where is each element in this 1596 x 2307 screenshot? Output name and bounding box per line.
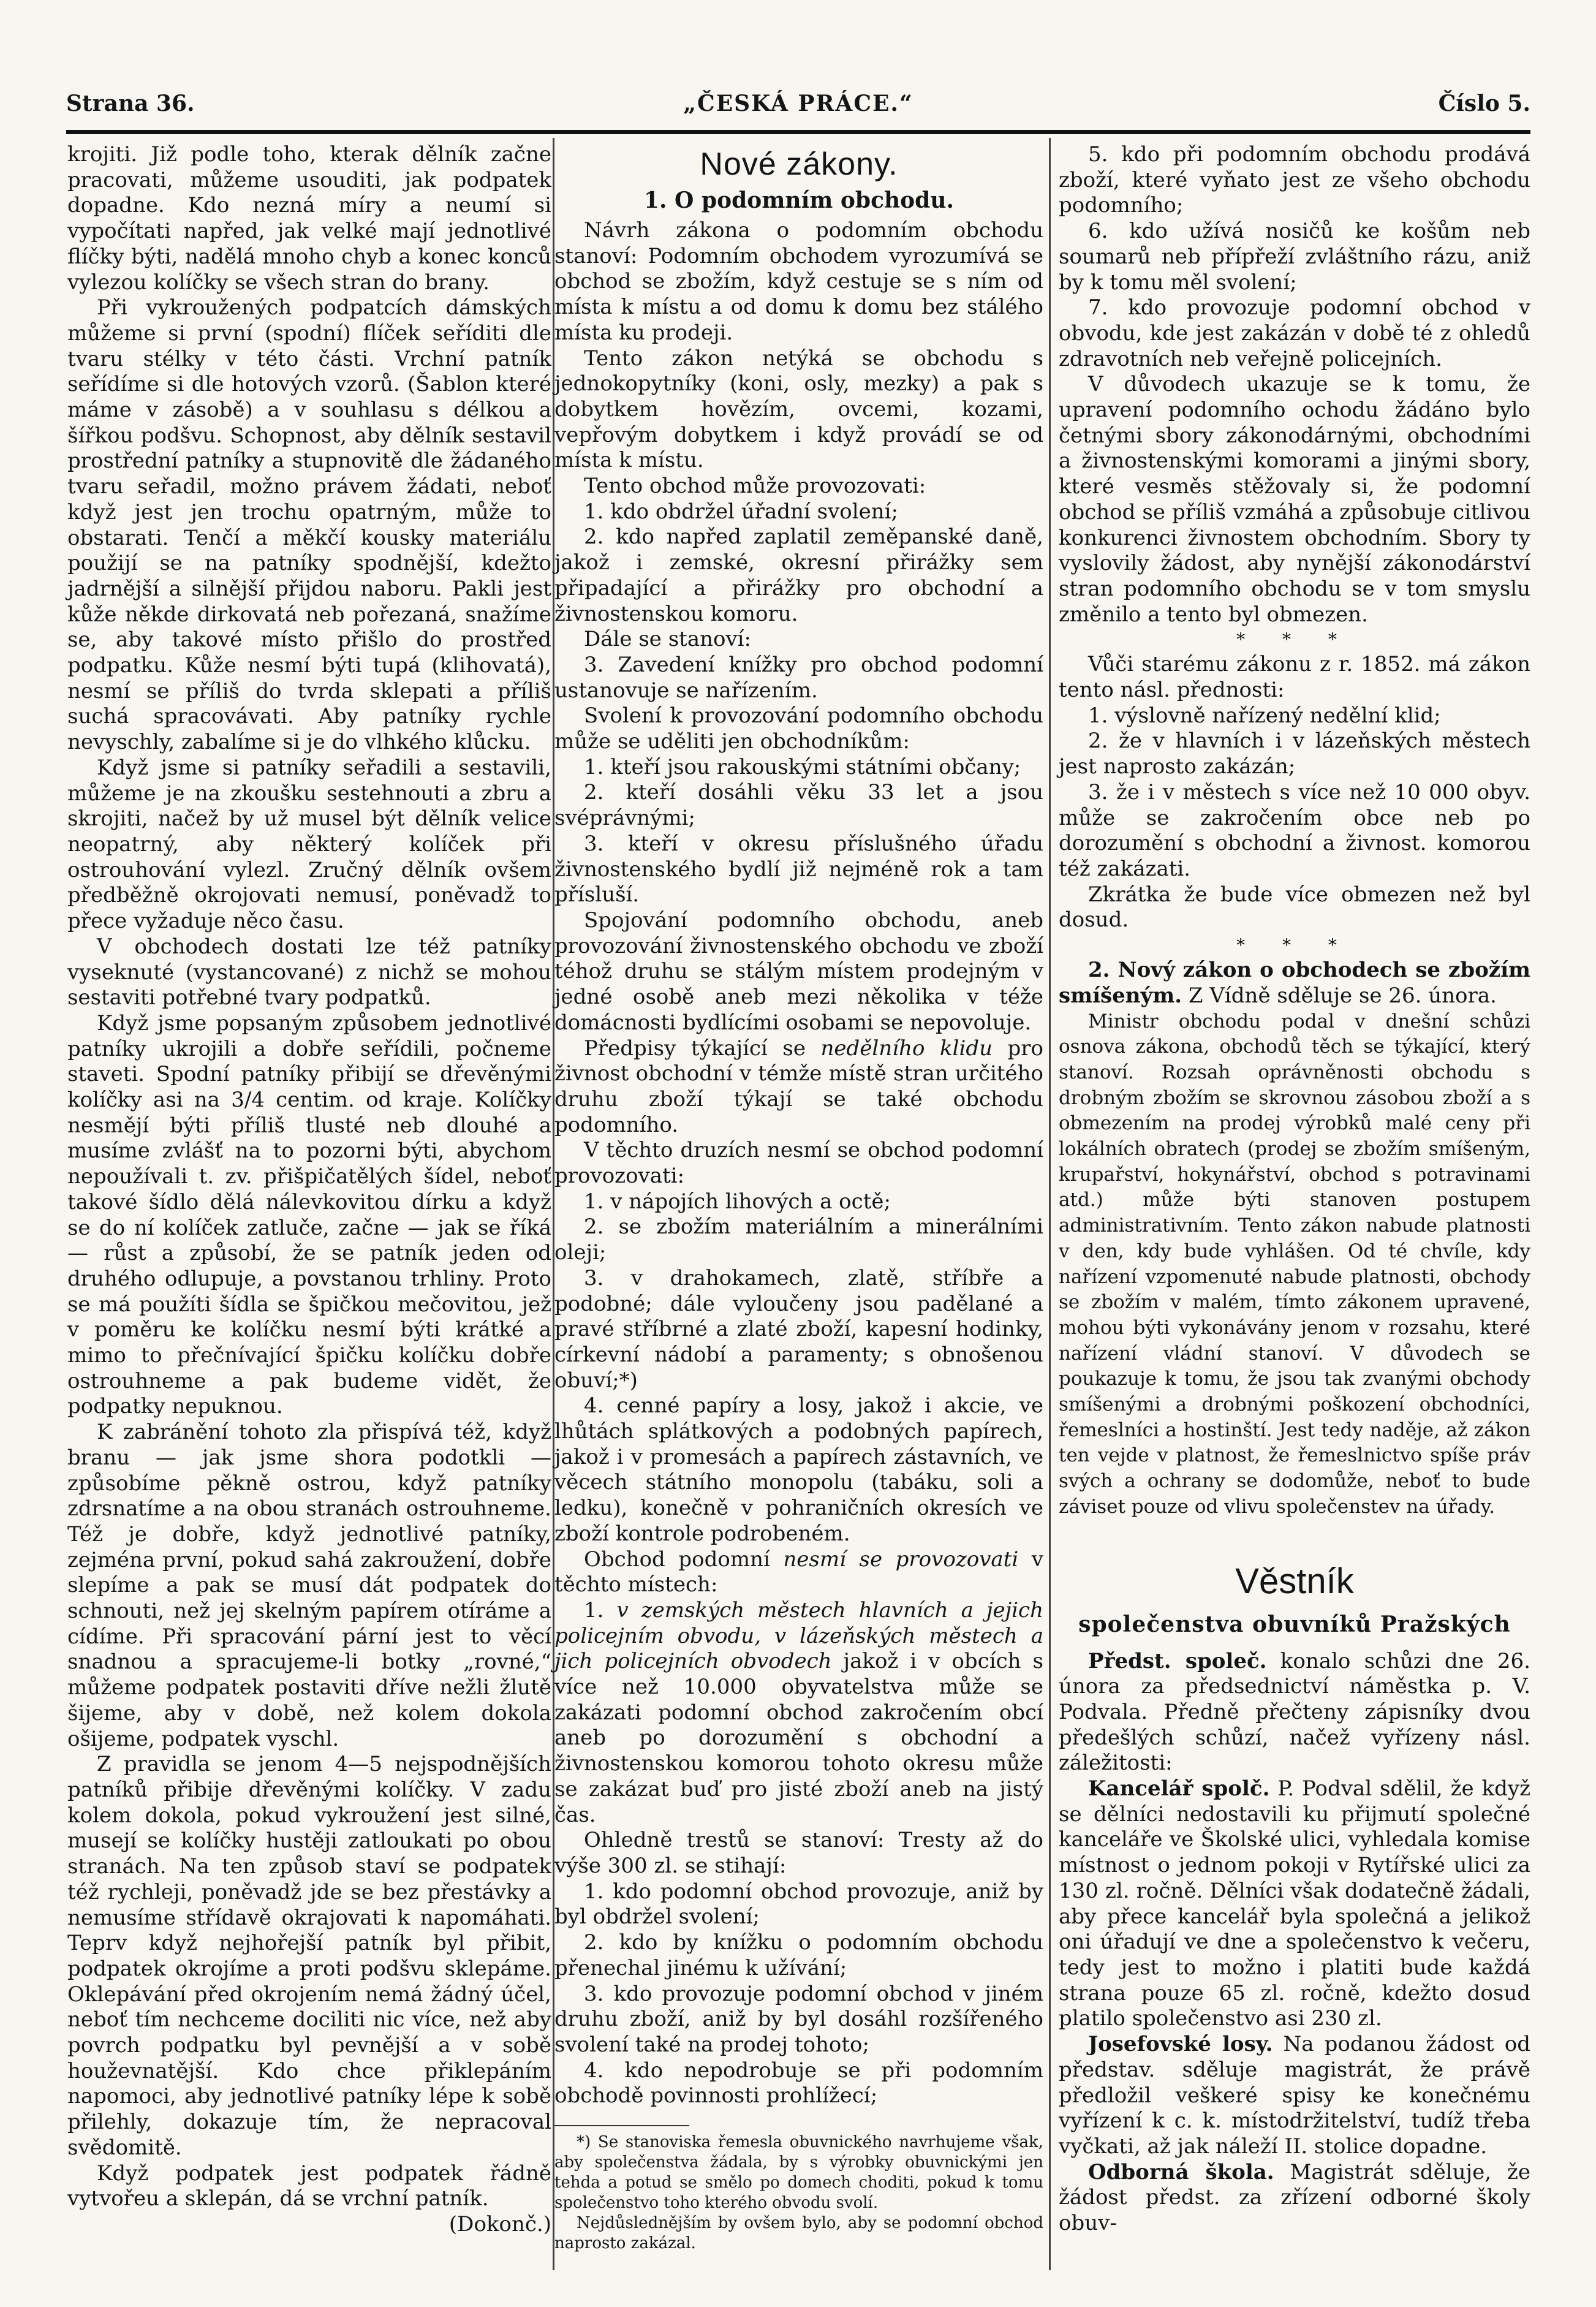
paragraph: Ministr obchodu podal v dnešní schůzi osnova zákona, obchodů těch se týkající, který stanoví. Rozsah oprávněnosti obchodu s drobným zbožím se skrovnou zásobou zboží a s obmezením na prodej výrobků malé ceny při lokálních obratech (prodej se zbožím smíšeným, krupařství, hokynářství, obchod s potravinami atd.) může býti stanoven postupem administrativním. Tento zákon nabude platnosti v den, kdy bude vyhlášen. Od té chvíle, kdy nařízení vzpomenuté nabude platnosti, obchody se zbožím v malém, tímto zákonem upravené, mohou býti vykonávány jenom v rozsahu, které nařízení vládní stanoví. V důvodech se poukazuje k tomu, že jsou tak zvanými obchody smíšenými a drobnými poškození obchodníci, řemeslníci a hostinští. Jest tedy naděje, až zákon ten vejde v platnost, že řemeslnictvo spíše práv svých a ochrany se dodomůže, neboť to bude záviset pouze od vlivu společenstev na úřady. <box>1059 1010 1530 1518</box>
section-heading-vestnik: Věstník <box>1235 1561 1354 1601</box>
header-rule <box>66 130 1530 134</box>
text: Obchod podomní <box>584 1547 784 1572</box>
paragraph: K zabránění tohoto zla přispívá též, když branu — jak jsme shora podotkli — způsobíme pěkně ostrou, když patníky zdrsnatíme a na obou stranách ostrouhneme. Též je dobře, když jednotlivé patníky, zejména první, pokud sahá zakroužení, dobře slepíme a pak se musí dát podpatek do schnouti, než jej skelným papírem otíráme a cídíme. Při spracování pární jest to věcí snadnou a spracujeme-li botky „rovné,“ můžeme podpatek postaviti dříve nežli žlutě šijeme, aby v době, než kolem dokola ošijeme, podpatek vyschl. <box>67 1420 551 1751</box>
text: Na podanou žádost od představ. sděluje magistrát, že právě předložil veškeré spisy ke konečnému vyřízení k c. k. místodržitelství, tudíž třeba vyčkati, až jak náleží II. stolice dopadne. <box>1059 2032 1530 2159</box>
text: jakož i v obcích s více než 10.000 obyvatelstva může se zakázati podomní obchod zakročením obcí aneb po dorozumění s obchodní a živnostenskou komorou tohoto okresu může se zakázat buď pro jisté zboží aneb na jistý čas. <box>554 1649 1043 1827</box>
list-item: 1. kdo obdržel úřadní svolení; <box>584 499 898 524</box>
paragraph: Když jsme popsaným způsobem jednotlivé patníky ukrojili a dobře seřídili, počneme staveti. Spodní patníky přibijí se dřevěnými kolíčky asi na 3/4 centim. od kraje. Kolíčky nesmějí býti příliš tlusté neb dlouhé a musíme zvlášť na to pozorni býti, abychom nepoužívali t. zv. přišpičatělých šídel, neboť takové šídlo dělá nálevkovitou dírku a když se do ní kolíček zatluče, začne — jak se říká — růst a způsobí, že se patník jeden od druhého odlupuje, a povstanou trhliny. Proto se má použíti šídla se špičkou mečovitou, jež v poměru ke kolíčku nesmí býti krátké a mimo to přečnívající špičku kolíčku dobře ostrouhneme a pak budeme vidět, že podpatky nepuknou. <box>67 1010 551 1419</box>
list-item: 4. kdo nepodrobuje se při podomním obchodě povinnosti prohlížecí; <box>554 2058 1043 2108</box>
paragraph: Tento obchod může provozovati: <box>584 474 926 499</box>
list-item: 2. kdo napřed zaplatil zeměpanské daně, jakož i zemské, okresní přirážky sem připadající a přirážky pro obchodní a živnostenskou komoru. <box>554 525 1043 626</box>
emphasis: nedělního klidu <box>820 1036 993 1061</box>
footnote-text: *) Se stanoviska řemesla obuvnického navrhujeme však, aby společenstva žádala, by s výrobky obuvnickými jen tehda a potud se smělo po domech choditi, pokud k tomu společenstvo toho kterého obvodu svolí. <box>554 2133 1043 2213</box>
column-2 <box>554 142 1043 2254</box>
paragraph: Když jsme si patníky seřadili a sestavili, můžeme je na zkoušku sestehnouti a zbru a skrojiti, načež by už musel být dělník velice neopatrný, aby některý kolíček při ostrouhování vylezl. Zručný dělník ovšem předběžně okrojovati nemusí, poněvadž to přece vyžaduje něco času. <box>67 755 551 934</box>
run-in-heading: Předst. společ. <box>1088 1648 1267 1673</box>
paragraph: Spojování podomního obchodu, aneb provozování živnostenského obchodu ve zboží téhož druhu se stálým místem prodejným v jedné osobě aneb mezi několika v téže domácnosti bydlícími osobami se nepovoluje. <box>554 907 1043 1035</box>
page-number: Strana 36. <box>66 91 195 116</box>
list-item <box>554 1598 1043 1828</box>
continued-note: (Dokonč.) <box>448 2211 551 2237</box>
list-item: 2. kdo by knížku o podomním obchodu přenechal jinému k užívání; <box>554 1930 1043 1980</box>
list-item: 3. Zavedení knížky pro obchod podomní ustanovuje se nařízením. <box>554 652 1043 703</box>
publication-title: „ČESKÁ PRÁCE.“ <box>683 91 913 116</box>
paragraph <box>1059 1649 1530 1777</box>
article-title: 2. Nový zákon o obchodech se zbožím smíšeným. <box>1059 958 1530 1008</box>
emphasis: nesmí se provozovati <box>783 1547 1019 1572</box>
paragraph: krojiti. Již podle toho, kterak dělník začne pracovati, můžeme usouditi, jak podpatek dopadne. Kdo nezná míry a neumí si vypočítati napřed, jak velké mají jednotlivé flíčky býti, nadělá mnoho chyb a konec konců vylezou kolíčky se všech stran do brany. <box>67 142 551 295</box>
paragraph <box>554 1547 1043 1598</box>
run-in-heading: Josefovské losy. <box>1088 2032 1273 2057</box>
section-subheading: společenstva obuvníků Pražských <box>1078 1611 1511 1637</box>
list-item: 1. výslovně nařízený nedělní klid; <box>1088 703 1441 728</box>
text: Předpisy týkající se <box>584 1036 821 1061</box>
paragraph: Tento zákon netýká se obchodu s jednokopytníky (koni, osly, mezky) a pak s dobytkem hovězím, ovcemi, kozami, vepřovým dobytkem i když provádí se od místa k místu. <box>554 346 1043 473</box>
paragraph: V důvodech ukazuje se k tomu, že upravení podomního ochodu žádáno bylo četnými sbory zákonodárnými, obchodními a živnostenskými komorami a jinými sbory, které vesměs stěžovaly si, že podomní obchod se příliš vzmáhá a způsobuje citlivou konkurenci živnostem obchodním. Sbory ty vyslovily žádost, aby nynější zákonodárství stran podomního obchodu se v tom smyslu změnilo a tento byl obmezen. <box>1059 372 1530 627</box>
article-lead <box>1059 958 1530 1009</box>
text: v těchto místech: <box>554 1547 1043 1597</box>
footnote <box>554 2132 1043 2254</box>
text: konalo schůzi dne 26. února za předsednictví náměstka p. V. Podvala. Předně přečteny zápisníky dvou předešlých schůzí, načež vyřízeny násl. záležitosti: <box>1059 1648 1530 1776</box>
paragraph: V obchodech dostati lze též patníky vyseknuté (vystancované) z nichž se mohou sestaviti potřebné tvary podpatků. <box>67 934 551 1010</box>
list-item: 1. kdo podomní obchod provozuje, aniž by byl obdržel svolení; <box>554 1879 1043 1930</box>
paragraph: Z pravidla se jenom 4—5 nejspodnějších patníků přibije dřevěnými kolíčky. V zadu kolem dokola, pokud vykroužení jest silné, musejí se kolíčky hustěji zatloukati po obou stranách. Na ten způsob staví se podpatek též rychleji, poněvadž jde se bez přestávky a nemusíme střídavě okrajovati k napomáhati. Teprv když nejhořejší patník byl přibit, podpatek okrojíme a proti podšvu sklepáme. Oklepávání před okrojením nemá žádný účel, neboť tím nechceme dociliti nic více, než aby povrch podpatku byl pevnější a v sobě houževnatější. Kdo chce přiklepáním napomoci, aby jednotlivé patníky lépe k sobě přilehly, dokazuje tím, že nepracoval svědomitě. <box>67 1752 551 2160</box>
paragraph-final <box>67 2161 551 2237</box>
list-item: 2. se zbožím materiálním a minerálními oleji; <box>554 1214 1043 1265</box>
list-item: 7. kdo provozuje podomní obchod v obvodu, kde jest zakázán v době té z ohledů zdravotních neb veřejně policejních. <box>1059 295 1530 371</box>
paragraph: Návrh zákona o podomním obchodu stanoví: Podomním obchodem vyrozumívá se obchod se zbožím, když cestuje se s ním od místa k místu a od domu k domu bez stálého místa ku prodeji. <box>554 218 1043 345</box>
column-3 <box>1059 142 1530 2237</box>
paragraph: Dále se stanoví: <box>584 627 751 652</box>
list-item: 1. v nápojích lihových a octě; <box>584 1189 891 1214</box>
paragraph: Při vykroužených podpatcích dámských můžeme si první (spodní) flíček seříditi dle tvaru stélky v této části. Vrchní patník seřídíme si dle hotových vzorů. (Šablon které máme v zásobě) a v souhlasu s délkou a šířkou podšvu. Schopnost, aby dělník sestavil prostřední patníky a stupnovitě dle žádaného tvaru seřadil, možno právem žádati, neboť když jest jen trochu opatrným, může to obstarati. Tenčí a měkčí kousky materiálu použijí se na patníky spodnější, kdežto jadrnější a silnější přijdou naboru. Pakli jest kůže někde dirkovatá neb pořezaná, snažíme se, aby takové místo přišlo do prostřed podpatku. Kůže nesmí býti tupá (klihovatá), nesmí se příliš do tvrda sklepati a příliš suchá spracovávati. Aby patníky rychle nevyschly, zabalíme si je do vlhkého klůcku. <box>67 295 551 755</box>
list-item: 6. kdo užívá nosičů ke košům neb soumarů neb přípřeží zvláštního rázu, aniž by k tomu měl svolení; <box>1059 219 1530 295</box>
paragraph <box>554 1036 1043 1138</box>
text: Magistrát sděluje, že žádost předst. za zřízení odborné školy obuv- <box>1059 2159 1530 2236</box>
text: P. Podval sdělil, že když se dělníci nedostavili ku přijmutí společné kanceláře ve Školské ulici, vyhledala komise místnost o jednom pokoji v Rytířské ulici za 130 zl. ročně. Dělníci však dodatečně žádali, aby přece kancelář byla společná a jelikož oni úřadují ve dne a společenstvo k večeru, tedy jest to možno i platiti bude každá strana pouze 65 zl. ročně, kdežto dosud platilo společenstvo asi 230 zl. <box>1059 1776 1530 2031</box>
issue-number: Číslo 5. <box>1438 91 1530 116</box>
paragraph-text: Když podpatek jest podpatek řádně vytvořeu a sklepán, dá se vrchní patník. <box>67 2161 551 2211</box>
paragraph: Svolení k provozování podomního obchodu může se uděliti jen obchodníkům: <box>554 703 1043 754</box>
paragraph <box>1059 2160 1530 2237</box>
run-in-heading: Kancelář spolč. <box>1088 1776 1270 1801</box>
paragraph: Ohledně trestů se stanoví: Tresty až do výše 300 zl. se stihají: <box>554 1828 1043 1878</box>
footnote-rule <box>554 2125 689 2126</box>
list-item: 5. kdo při podomním obchodu prodává zboží, které vyňato jest ze všeho obchodu podomního; <box>1059 142 1530 218</box>
paragraph: Vůči starému zákonu z r. 1852. má zákon tento násl. přednosti: <box>1059 652 1530 703</box>
list-item: 2. kteří dosáhli věku 33 let a jsou svéprávnými; <box>554 780 1043 831</box>
list-item: 4. cenné papíry a losy, jakož i akcie, ve lhůtách splátkových a podobných papírech, jakož i v promesách a papírech zástavních, ve věcech státního monopolu (tabáku, soli a ledku), konečně v pohraničních okresích ve zboží kontrole podrobeném. <box>554 1393 1043 1546</box>
list-item: 3. kdo provozuje podomní obchod v jiném druhu zboží, aniž by byl dosáhl rozšířeného svolení také na prodej tohoto; <box>554 1981 1043 2057</box>
list-item: 2. že v hlavních i v lázeňských městech jest naprosto zakázán; <box>1059 729 1530 779</box>
article-heading: 1. O podomním obchodu. <box>643 188 955 213</box>
separator-stars: * * * <box>1236 935 1353 956</box>
separator-stars: * * * <box>1236 629 1353 650</box>
paragraph <box>1059 1776 1530 2032</box>
list-item: 3. kteří v okresu příslušného úřadu živnostenského bydlí již nejméně rok a tam přísluší. <box>554 831 1043 907</box>
text: Z Vídně sděluje se 26. února. <box>1182 983 1497 1008</box>
column-1 <box>67 142 551 2238</box>
footnote-text: Nejdůslednějším by ovšem bylo, aby se podomní obchod naprosto zakázal. <box>554 2214 1043 2253</box>
section-heading: Nové zákony. <box>700 146 898 182</box>
list-item: 3. v drahokamech, zlatě, stříbře a podobné; dále vyloučeny jsou padělané a pravé stříbrné a zlaté zboží, kapesní hodinky, církevní nádobí a paramenty; s obnošenou obuví;*) <box>554 1265 1043 1393</box>
paragraph: V těchto druzích nesmí se obchod podomní provozovati: <box>554 1138 1043 1189</box>
emphasis: v zemských městech hlavních a jejich policejním obvodu, v lázeňských městech a jich policejních obvodech <box>554 1597 1043 1674</box>
list-item: 3. že i v městech s více než 10 000 obyv. může se zakročením obce neb po dorozumění s obchodní a živnost. komorou též zakázati. <box>1059 779 1530 881</box>
paragraph: Zkrátka že bude více obmezen než byl dosud. <box>1059 882 1530 933</box>
masthead <box>66 86 1530 129</box>
text: 1. <box>584 1597 617 1623</box>
column-divider <box>1049 138 1051 2270</box>
paragraph <box>1059 2032 1530 2160</box>
run-in-heading: Odborná škola. <box>1088 2159 1274 2184</box>
text: pro živnost obchodní v témže místě stran určitého druhu zboží týkají se také obchodu podomního. <box>554 1036 1043 1137</box>
list-item: 1. kteří jsou rakouskými státními občany; <box>584 754 1021 779</box>
